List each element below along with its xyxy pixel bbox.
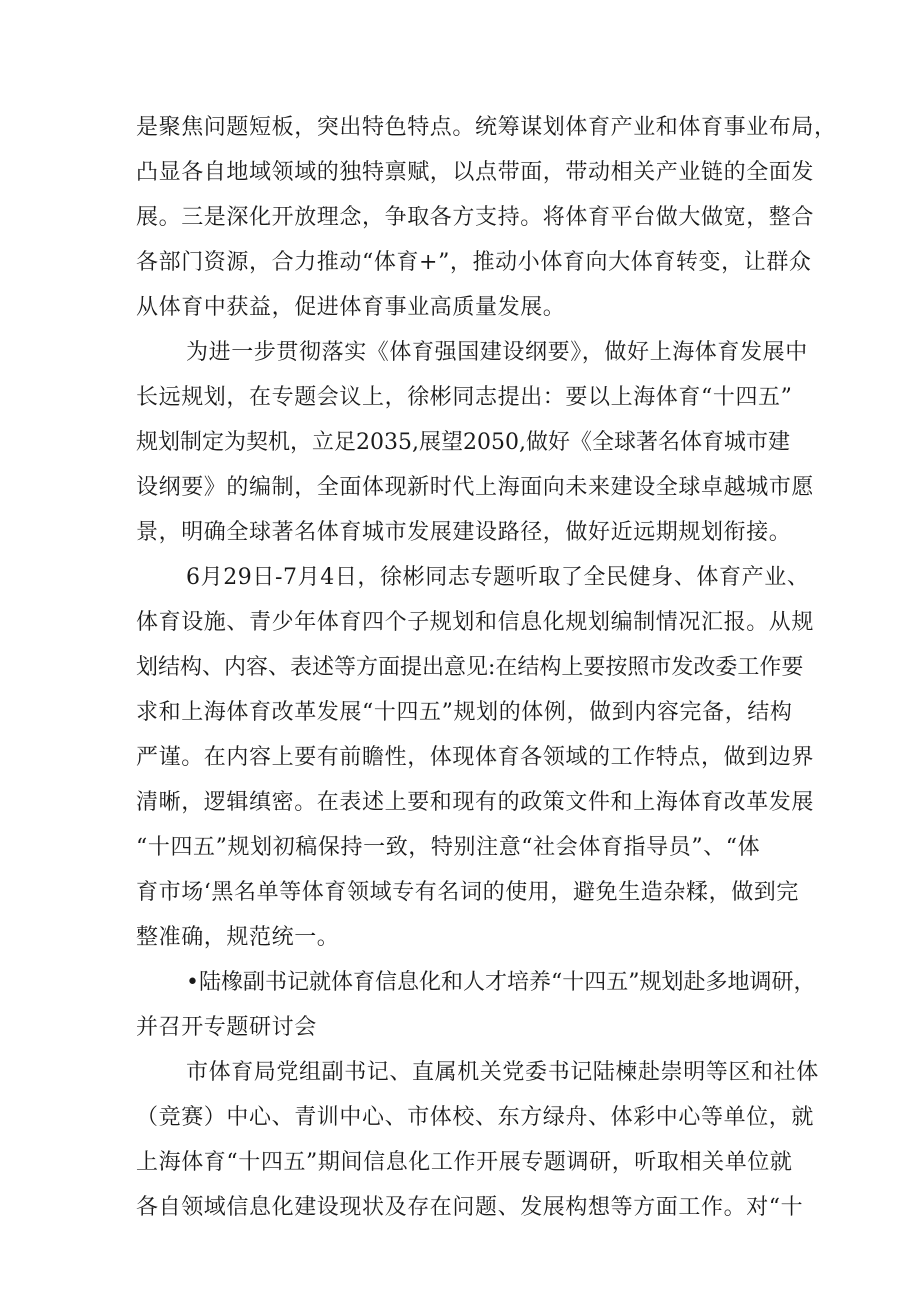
paragraph-1-line-3: 展。三是深化开放理念，争取各方支持。将体育平台做大做宽，整合 [136, 205, 815, 230]
paragraph-2-line-5: 景，明确全球著名体育城市发展建设路径，做好近远期规划衔接。 [136, 520, 792, 545]
paragraph-1-line-1: 是聚焦问题短板，突出特色特点。统筹谋划体育产业和体育事业布局， [136, 115, 837, 140]
paragraph-3-line-3: 划结构、内容、表述等方面提出意见:在结构上要按照市发改委工作要 [136, 655, 804, 680]
paragraph-3-line-1: 6月29日-7月4日，徐彬同志专题听取了全民健身、体育产业、 [186, 565, 810, 590]
paragraph-3-line-8: 育市场‘黑名单等体育领域专有名词的使用，避免生造杂糅，做到完 [136, 880, 799, 905]
paragraph-3-line-5: 严谨。在内容上要有前瞻性，体现体育各领域的工作特点，做到边界 [136, 745, 815, 770]
paragraph-2-line-2: 长远规划，在专题会议上，徐彬同志提出：要以上海体育“十四五” [136, 385, 793, 410]
paragraph-4-line-4: 各自领域信息化建设现状及存在问题、发展构想等方面工作。对“十 [136, 1195, 804, 1220]
paragraph-2-line-4: 设纲要》的编制，全面体现新时代上海面向未来建设全球卓越城市愿 [136, 475, 815, 500]
paragraph-1-line-5: 从体育中获益，促进体育事业高质量发展。 [136, 295, 566, 320]
section-heading-line-1: •陆橡副书记就体育信息化和人才培养“十四五”规划赴多地调研， [186, 970, 816, 995]
paragraph-2-line-3: 规划制定为契机，立足2035,展望2050,做好《全球著名体育城市建 [136, 430, 790, 455]
paragraph-2-line-1: 为进一步贯彻落实《体育强国建设纲要》，做好上海体育发展中 [186, 340, 808, 365]
paragraph-3-line-4: 求和上海体育改革发展“十四五”规划的体例，做到内容完备，结构 [136, 700, 793, 725]
paragraph-3-line-7: “十四五”规划初稿保持一致，特别注意“社会体育指导员”、“体 [136, 835, 761, 860]
paragraph-4-line-1: 市体育局党组副书记、直属机关党委书记陆楝赴崇明等区和社体 [186, 1060, 819, 1085]
paragraph-3-line-9: 整准确，规范统一。 [136, 925, 340, 950]
paragraph-3-line-6: 清晰，逻辑缜密。在表述上要和现有的政策文件和上海体育改革发展 [136, 790, 815, 815]
paragraph-4-line-2: （竞赛）中心、青训中心、市体校、东方绿舟、体彩中心等单位，就 [136, 1105, 815, 1130]
paragraph-1-line-4: 各部门资源，合力推动“体育+”，推动小体育向大体育转变，让群众 [136, 250, 812, 275]
section-heading-line-2: 并召开专题研讨会 [136, 1015, 317, 1040]
paragraph-3-line-2: 体育设施、青少年体育四个子规划和信息化规划编制情况汇报。从规 [136, 610, 815, 635]
paragraph-1-line-2: 凸显各自地域领域的独特禀赋，以点带面，带动相关产业链的全面发 [136, 160, 815, 185]
paragraph-4-line-3: 上海体育“十四五”期间信息化工作开展专题调研，听取相关单位就 [136, 1150, 793, 1175]
